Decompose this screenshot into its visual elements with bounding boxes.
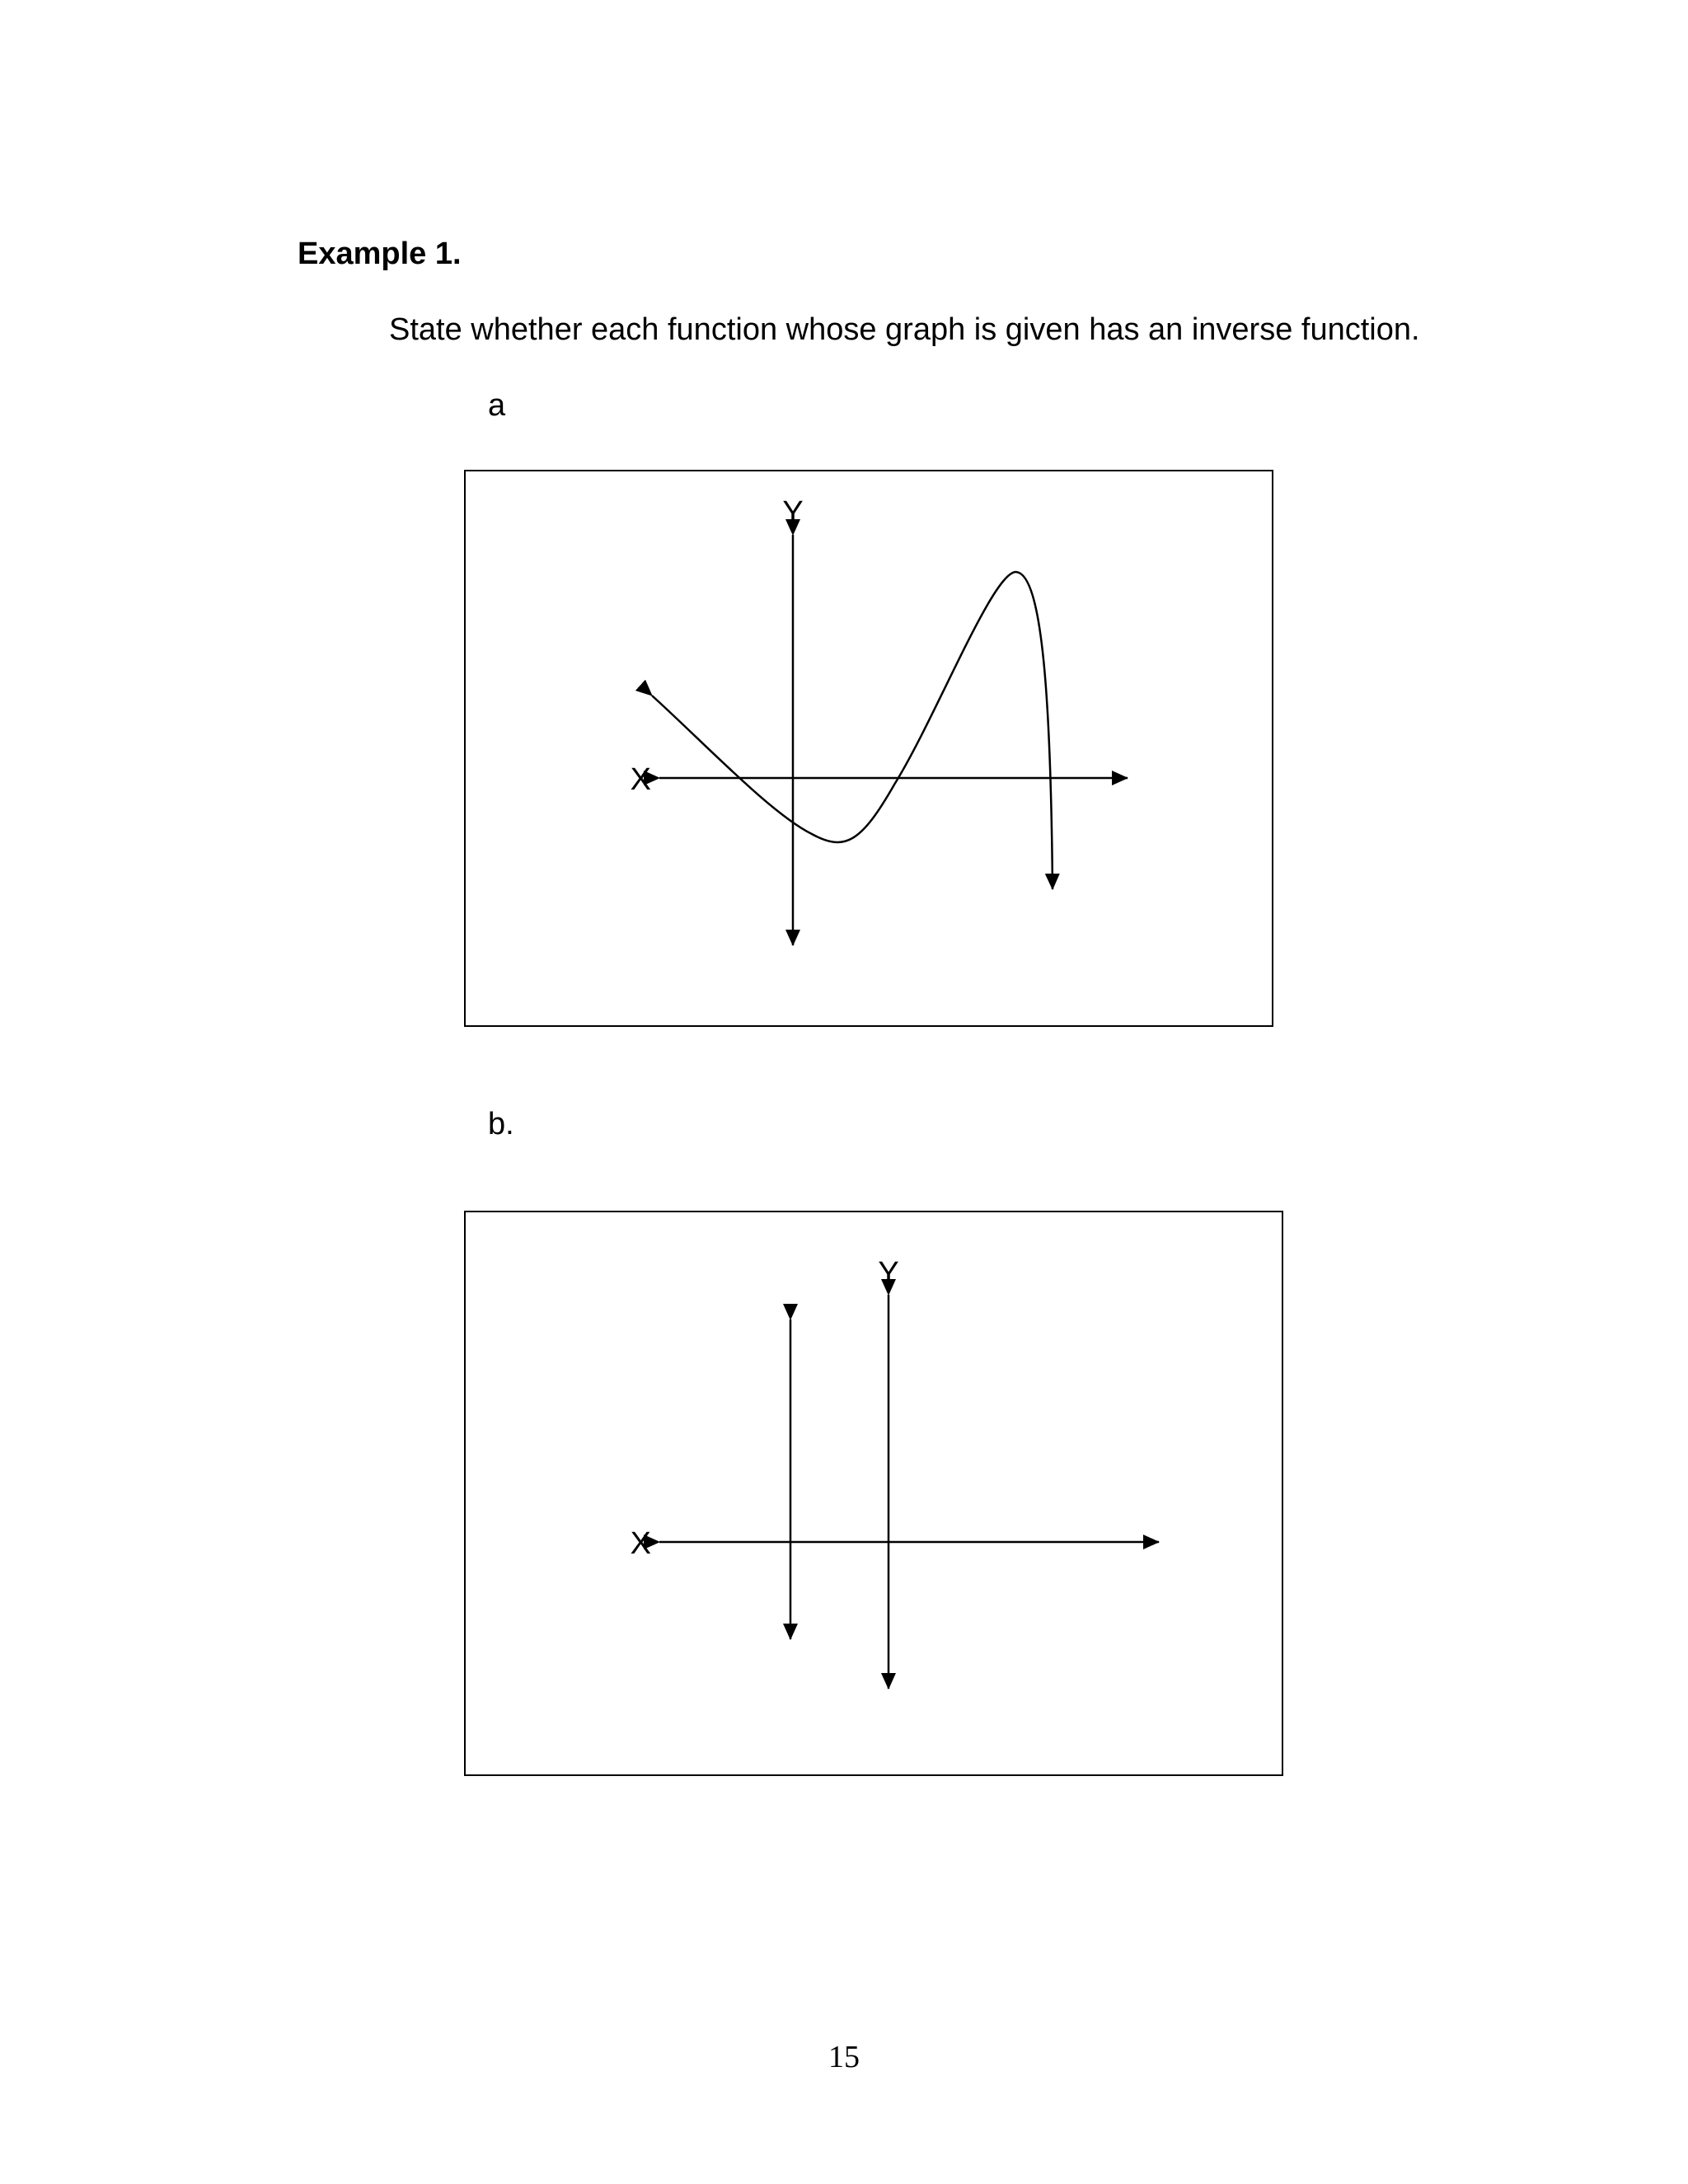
graph-b bbox=[466, 1212, 1282, 1774]
instructions-text: State whether each function whose graph is given has an inverse function. bbox=[389, 312, 1420, 347]
graph-a-x-label: X bbox=[630, 762, 651, 797]
graph-a bbox=[466, 471, 1272, 1025]
part-a-label: a bbox=[488, 388, 506, 423]
graph-b-y-label: Y bbox=[878, 1256, 899, 1291]
graph-a-frame bbox=[464, 470, 1273, 1027]
graph-a-curve bbox=[652, 572, 1053, 889]
part-b-label: b. bbox=[488, 1107, 514, 1141]
graph-b-frame bbox=[464, 1211, 1283, 1776]
graph-a-y-label: Y bbox=[782, 495, 804, 530]
graph-b-x-label: X bbox=[630, 1526, 651, 1561]
example-heading: Example 1. bbox=[298, 237, 462, 271]
page-number: 15 bbox=[828, 2040, 860, 2074]
